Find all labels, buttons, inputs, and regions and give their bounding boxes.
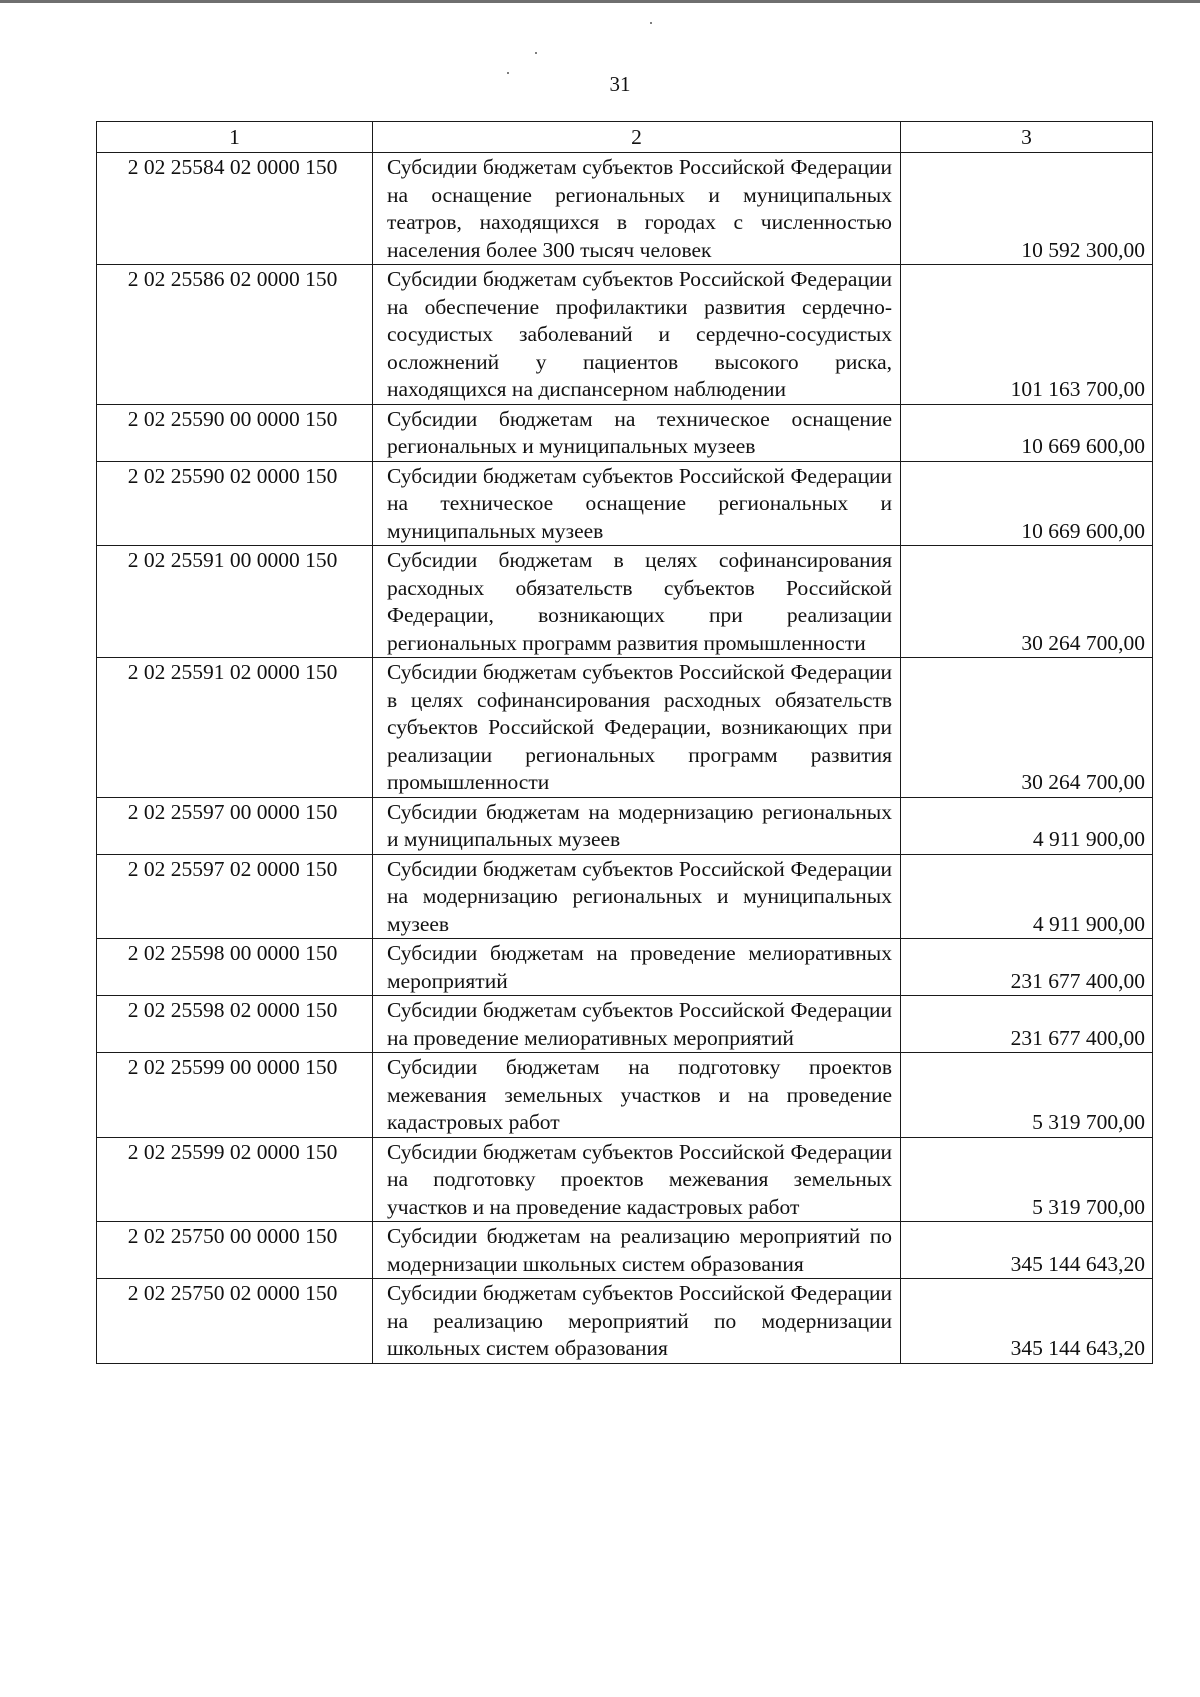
table-row (97, 265, 1153, 405)
subsidy-description: Субсидии бюджетам субъектов Российской Федерации в целях софинансирования расходных обязательств субъектов Российской Федерации, возникающих при реализации региональных программ развития промышленности (373, 658, 901, 798)
subsidy-amount: 10 669 600,00 (901, 404, 1153, 461)
table-header-row (97, 122, 1153, 153)
table-row (97, 797, 1153, 854)
subsidy-amount: 231 677 400,00 (901, 939, 1153, 996)
budget-code: 2 02 25590 00 0000 150 (97, 404, 373, 461)
budget-code: 2 02 25750 02 0000 150 (97, 1279, 373, 1364)
subsidy-description: Субсидии бюджетам субъектов Российской Федерации на техническое оснащение региональных и муниципальных музеев (373, 461, 901, 546)
subsidy-amount: 30 264 700,00 (901, 546, 1153, 658)
table-row (97, 546, 1153, 658)
budget-code: 2 02 25590 02 0000 150 (97, 461, 373, 546)
subsidy-amount: 5 319 700,00 (901, 1137, 1153, 1222)
budget-code: 2 02 25591 02 0000 150 (97, 658, 373, 798)
subsidy-description: Субсидии бюджетам на подготовку проектов межевания земельных участков и на проведение кадастровых работ (373, 1053, 901, 1138)
subsidy-amount: 30 264 700,00 (901, 658, 1153, 798)
budget-code: 2 02 25591 00 0000 150 (97, 546, 373, 658)
budget-code: 2 02 25584 02 0000 150 (97, 153, 373, 265)
subsidy-description: Субсидии бюджетам субъектов Российской Федерации на обеспечение профилактики развития сердечно-сосудистых заболеваний и сердечно-сосудистых осложнений у пациентов высокого риска, находящихся на диспансерном наблюдении (373, 265, 901, 405)
subsidy-amount: 101 163 700,00 (901, 265, 1153, 405)
scan-speck (535, 52, 537, 54)
subsidy-amount: 4 911 900,00 (901, 854, 1153, 939)
subsidy-amount: 345 144 643,20 (901, 1222, 1153, 1279)
budget-code: 2 02 25750 00 0000 150 (97, 1222, 373, 1279)
scan-top-edge (0, 0, 1200, 3)
budget-code: 2 02 25598 00 0000 150 (97, 939, 373, 996)
subsidy-amount: 4 911 900,00 (901, 797, 1153, 854)
subsidy-amount: 231 677 400,00 (901, 996, 1153, 1053)
table-row (97, 461, 1153, 546)
table-row (97, 1222, 1153, 1279)
subsidy-description: Субсидии бюджетам субъектов Российской Федерации на подготовку проектов межевания земельных участков и на проведение кадастровых работ (373, 1137, 901, 1222)
budget-code: 2 02 25597 00 0000 150 (97, 797, 373, 854)
table-row (97, 1279, 1153, 1364)
table-row (97, 1137, 1153, 1222)
table-row (97, 658, 1153, 798)
table-row (97, 939, 1153, 996)
subsidy-description: Субсидии бюджетам субъектов Российской Федерации на оснащение региональных и муниципальных театров, находящихся в городах с численностью населения более 300 тысяч человек (373, 153, 901, 265)
budget-code: 2 02 25586 02 0000 150 (97, 265, 373, 405)
subsidy-description: Субсидии бюджетам субъектов Российской Федерации на модернизацию региональных и муниципальных музеев (373, 854, 901, 939)
column-header-description: 2 (373, 122, 901, 153)
subsidy-description: Субсидии бюджетам на модернизацию региональных и муниципальных музеев (373, 797, 901, 854)
subsidy-amount: 5 319 700,00 (901, 1053, 1153, 1138)
subsidy-description: Субсидии бюджетам на проведение мелиоративных мероприятий (373, 939, 901, 996)
table-row (97, 153, 1153, 265)
budget-code: 2 02 25598 02 0000 150 (97, 996, 373, 1053)
table-row (97, 1053, 1153, 1138)
scan-speck (650, 22, 652, 24)
subsidy-description: Субсидии бюджетам субъектов Российской Федерации на реализацию мероприятий по модернизации школьных систем образования (373, 1279, 901, 1364)
table-row (97, 404, 1153, 461)
subsidy-description: Субсидии бюджетам субъектов Российской Федерации на проведение мелиоративных мероприятий (373, 996, 901, 1053)
budget-code: 2 02 25599 00 0000 150 (97, 1053, 373, 1138)
subsidy-amount: 345 144 643,20 (901, 1279, 1153, 1364)
subsidy-description: Субсидии бюджетам на техническое оснащение региональных и муниципальных музеев (373, 404, 901, 461)
budget-code: 2 02 25599 02 0000 150 (97, 1137, 373, 1222)
budget-code: 2 02 25597 02 0000 150 (97, 854, 373, 939)
subsidy-description: Субсидии бюджетам в целях софинансирования расходных обязательств субъектов Российской Федерации, возникающих при реализации региональных программ развития промышленности (373, 546, 901, 658)
table-row (97, 854, 1153, 939)
table-row (97, 996, 1153, 1053)
subsidy-amount: 10 669 600,00 (901, 461, 1153, 546)
subsidy-amount: 10 592 300,00 (901, 153, 1153, 265)
subsidy-description: Субсидии бюджетам на реализацию мероприятий по модернизации школьных систем образования (373, 1222, 901, 1279)
column-header-code: 1 (97, 122, 373, 153)
page-number: 31 (609, 72, 631, 96)
column-header-amount: 3 (901, 122, 1153, 153)
budget-table (96, 121, 1153, 1364)
